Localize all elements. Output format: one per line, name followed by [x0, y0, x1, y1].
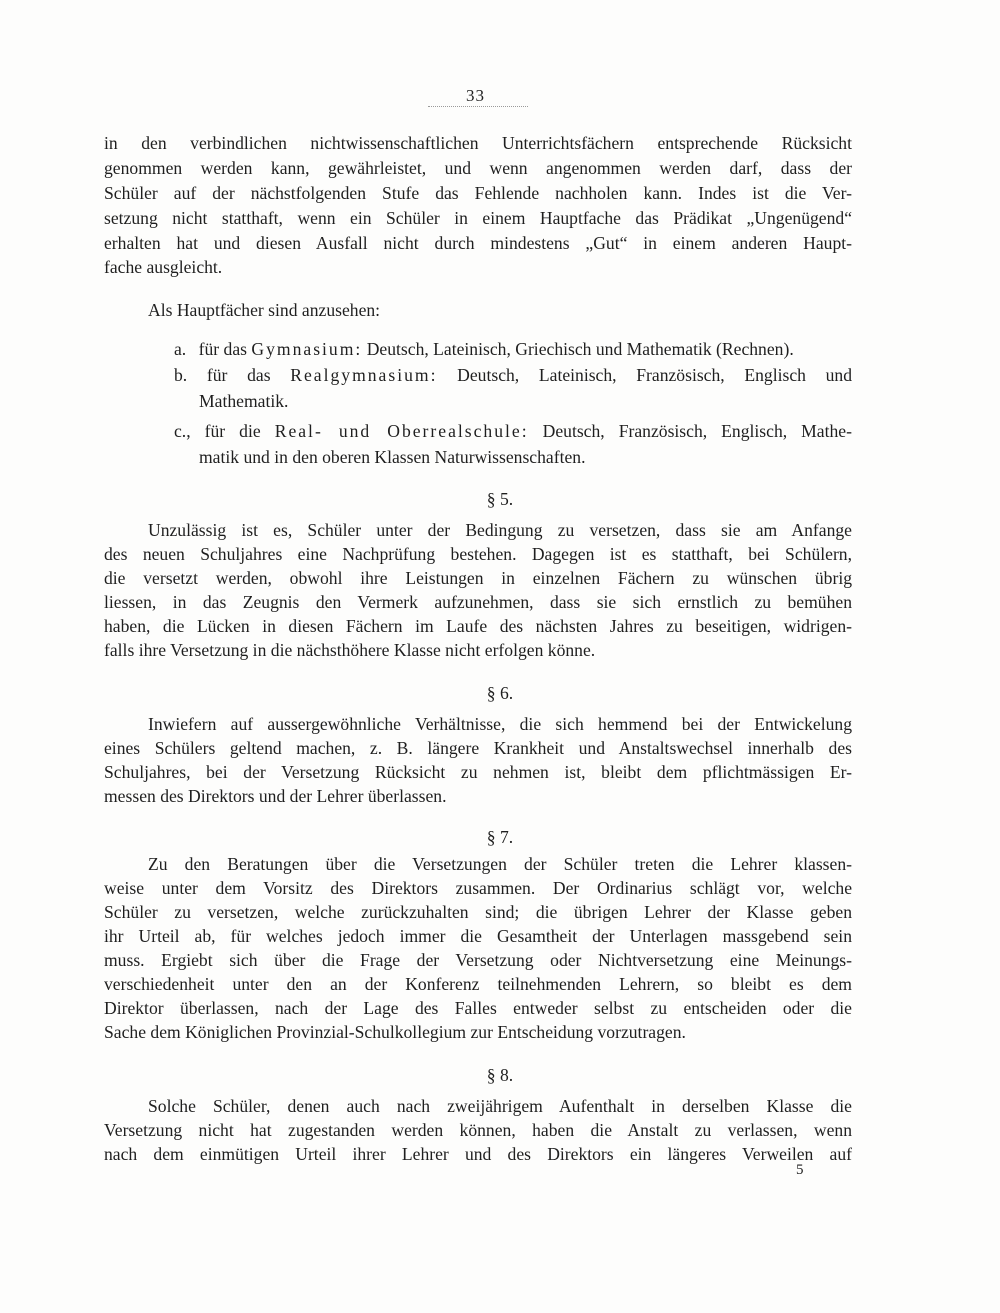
- section-heading: § 5.: [486, 489, 514, 509]
- signature-mark: 5: [796, 1162, 804, 1178]
- list-item-b: [174, 364, 852, 386]
- list-item-a: [174, 338, 852, 360]
- list-prefix: für das: [198, 339, 247, 359]
- hauptfaecher-intro: Als Hauptfächer sind anzusehen:: [148, 300, 381, 320]
- list-item-c: [174, 420, 852, 442]
- text-line: eines Schülers geltend machen, z. B. längere Krankheit und Anstaltswechsel innerhalb des: [104, 738, 852, 758]
- page-number: 33: [466, 86, 485, 105]
- text-line: Zu den Beratungen über die Versetzungen der Schüler treten die Lehrer klassen-: [148, 854, 852, 874]
- list-prefix: für das: [206, 365, 271, 385]
- text-line: Sache dem Königlichen Provinzial-Schulkollegium zur Entscheidung vorzutragen.: [104, 1022, 686, 1042]
- text-line: Schuljahres, bei der Versetzung Rücksicht zu nehmen ist, bleibt dem pflichtmässigen Er-: [104, 762, 852, 782]
- text-line: Schüler zu versetzen, welche zurückzuhalten sind; die übrigen Lehrer der Klasse geben: [104, 902, 852, 922]
- text-line: in den verbindlichen nichtwissenschaftlichen Unterrichtsfächern entsprechende Rücksicht: [104, 133, 852, 153]
- text-line: Schüler auf der nächstfolgenden Stufe das Fehlende nachholen kann. Indes ist die Ver-: [104, 183, 852, 203]
- text-line: Unzulässig ist es, Schüler unter der Bedingung zu versetzen, dass sie am Anfange: [148, 520, 852, 540]
- section-heading: § 6.: [486, 683, 514, 703]
- text-line: genommen werden kann, gewährleistet, und wenn angenommen werden darf, dass der: [104, 158, 852, 178]
- list-text: Deutsch, Lateinisch, Griechisch und Mathematik (Rechnen).: [366, 339, 794, 359]
- text-line: weise unter dem Vorsitz des Direktors zusammen. Der Ordinarius schlägt vor, welche: [104, 878, 852, 898]
- text-line: die versetzt werden, obwohl ihre Leistungen in einzelnen Fächern zu wünschen übrig: [104, 568, 852, 588]
- list-label: c.,: [174, 421, 191, 441]
- school-type: Realgymnasium:: [290, 365, 438, 385]
- text-line: muss. Ergiebt sich über die Frage der Versetzung oder Nichtversetzung eine Meinungs-: [104, 950, 852, 970]
- text-line: Direktor überlassen, nach der Lage des Falles entweder selbst zu entscheiden oder die: [104, 998, 852, 1018]
- school-type: Real- und Oberrealschule:: [274, 421, 529, 441]
- text-line: liessen, in das Zeugnis den Vermerk aufzunehmen, dass sie sich ernstlich zu bemühen: [104, 592, 852, 612]
- text-line: Inwiefern auf aussergewöhnliche Verhältnisse, die sich hemmend bei der Entwickelung: [148, 714, 852, 734]
- list-text: Deutsch, Lateinisch, Französisch, Englisch und: [457, 365, 852, 385]
- text-line: ihr Urteil ab, für welches jedoch immer die Gesamtheit der Unterlagen massgebend sein: [104, 926, 852, 946]
- text-line: nach dem einmütigen Urteil ihrer Lehrer und des Direktors ein längeres Verweilen auf: [104, 1144, 852, 1164]
- list-prefix: für die: [204, 421, 261, 441]
- text-line: verschiedenheit unter den an der Konferenz teilnehmenden Lehrern, so bleibt es dem: [104, 974, 852, 994]
- text-line: des neuen Schuljahres eine Nachprüfung bestehen. Dagegen ist es statthaft, bei Schülern,: [104, 544, 852, 564]
- text-line: Solche Schüler, denen auch nach zweijährigem Aufenthalt in derselben Klasse die: [148, 1096, 852, 1116]
- section-heading: § 8.: [486, 1065, 514, 1085]
- list-item-c-cont: matik und in den oberen Klassen Naturwissenschaften.: [199, 447, 586, 467]
- list-item-b-cont: Mathematik.: [199, 391, 289, 411]
- page-number-rule: [428, 106, 528, 107]
- text-line: erhalten hat und diesen Ausfall nicht durch mindestens „Gut“ in einem anderen Haupt-: [104, 233, 852, 253]
- school-type: Gymnasium:: [251, 339, 363, 359]
- text-line: haben, die Lücken in diesen Fächern im Laufe des nächsten Jahres zu beseitigen, widrigen-: [104, 616, 852, 636]
- text-line: setzung nicht statthaft, wenn ein Schüler in einem Hauptfache das Prädikat „Ungenügend“: [104, 208, 852, 228]
- list-label: b.: [174, 365, 188, 385]
- text-line: falls ihre Versetzung in die nächsthöhere Klasse nicht erfolgen könne.: [104, 640, 596, 660]
- list-text: Deutsch, Französisch, Englisch, Mathe-: [542, 421, 852, 441]
- text-line: Versetzung nicht hat zugestanden werden können, haben die Anstalt zu verlassen, wenn: [104, 1120, 852, 1140]
- list-label: a.: [174, 339, 187, 359]
- text-line: fache ausgleicht.: [104, 257, 223, 277]
- section-heading: § 7.: [486, 827, 514, 847]
- text-line: messen des Direktors und der Lehrer überlassen.: [104, 786, 447, 806]
